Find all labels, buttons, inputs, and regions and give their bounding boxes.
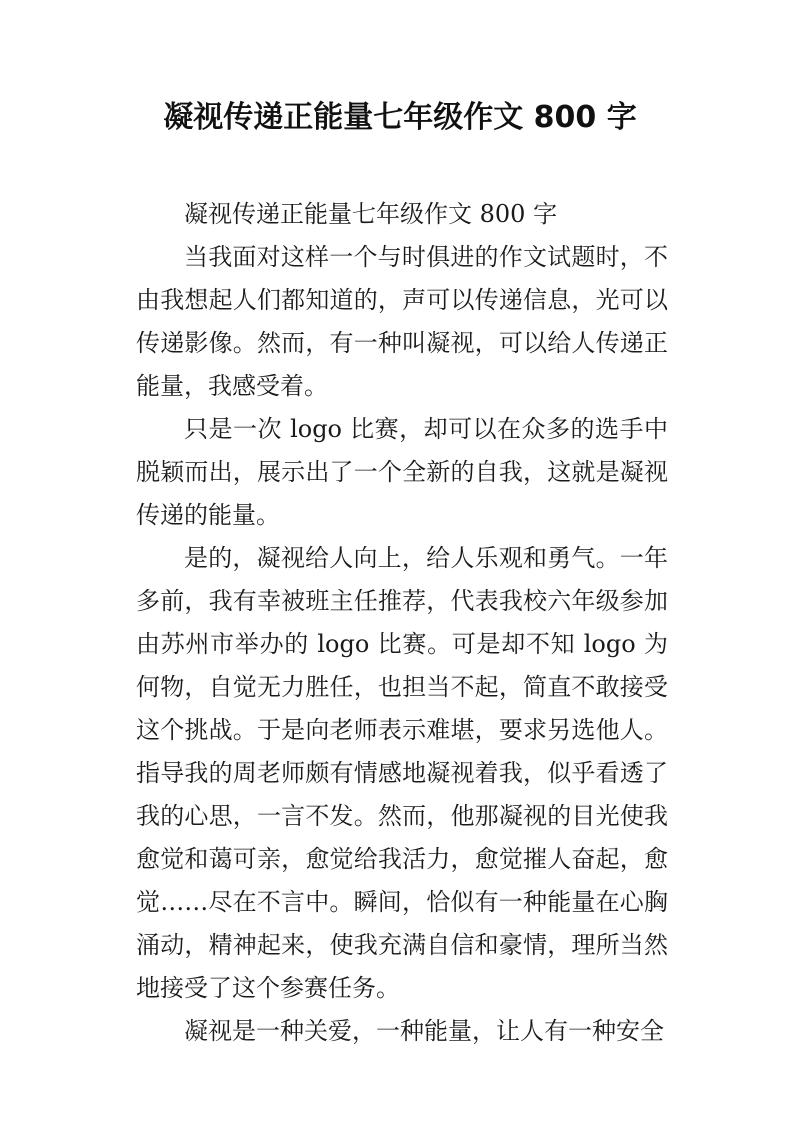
- paragraph-1: 当我面对这样一个与时俱进的作文试题时，不由我想起人们都知道的，声可以传递信息，光可以传递影像。然而，有一种叫凝视，可以给人传递正能量，我感受着。: [136, 243, 668, 400]
- document-body: [136, 193, 668, 1053]
- paragraph-2: 只是一次 logo 比赛，却可以在众多的选手中脱颖而出，展示出了一个全新的自我，这就是凝视传递的能量。: [136, 415, 668, 529]
- paragraph-3: 是的，凝视给人向上，给人乐观和勇气。一年多前，我有幸被班主任推荐，代表我校六年级参加由苏州市举办的 logo 比赛。可是却不知 logo 为何物，自觉无力胜任，也担当不起，简直不敢接受这个挑战。于是向老师表示难堪，要求另选他人。指导我的周老师颇有情感地凝视着我，似乎看透了我的心思，一言不发。然而，他那凝视的目光使我愈觉和蔼可亲，愈觉给我活力，愈觉摧人奋起，愈觉……尽在不言中。瞬间，恰似有一种能量在心胸涌动，精神起来，使我充满自信和豪情，理所当然地接受了这个参赛任务。: [136, 544, 668, 1002]
- paragraph-4: 凝视是一种关爱，一种能量，让人有一种安全: [184, 1017, 664, 1045]
- essay-subtitle: 凝视传递正能量七年级作文 800 字: [184, 200, 558, 228]
- document-title: 凝视传递正能量七年级作文 800 字: [163, 100, 637, 135]
